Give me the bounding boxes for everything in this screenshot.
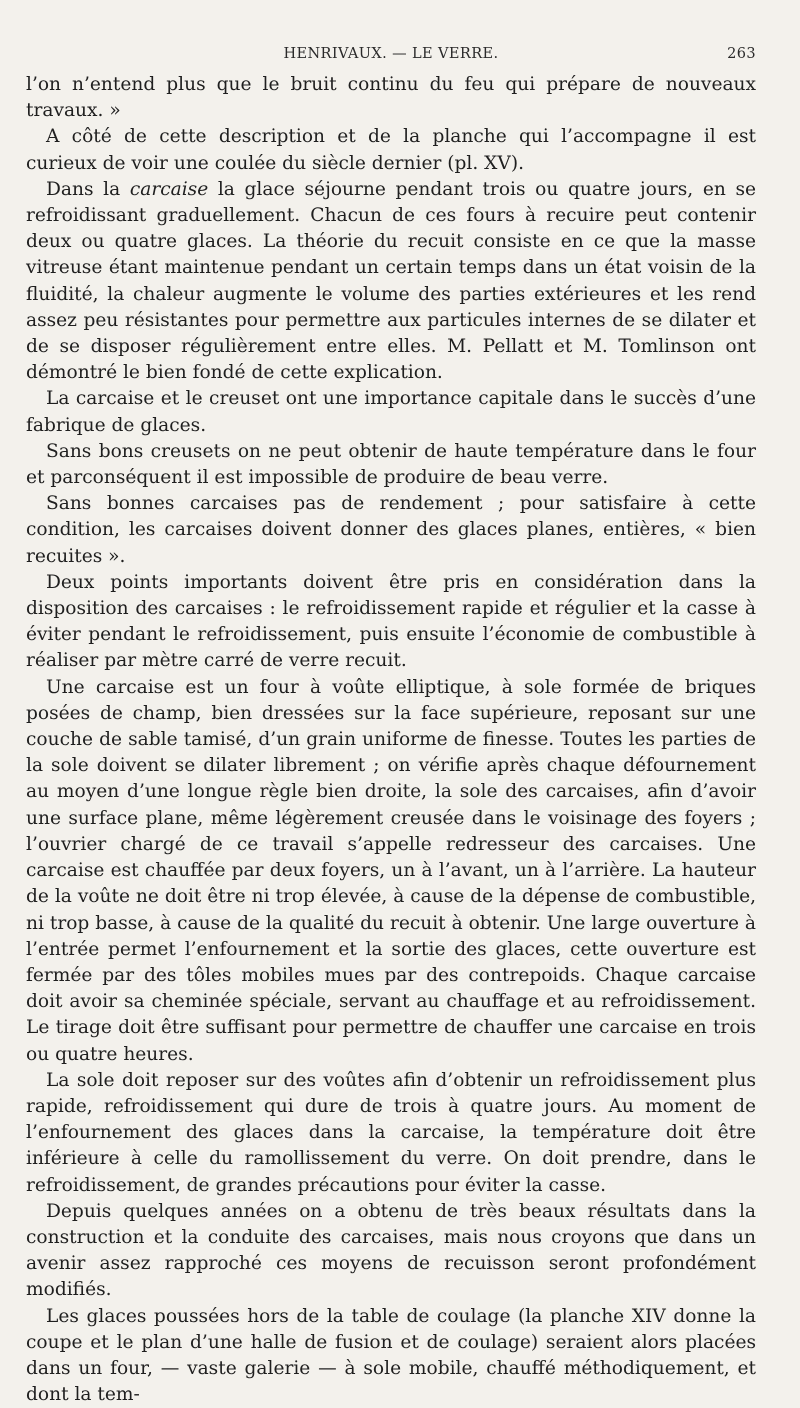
paragraph-carcaises: Sans bonnes carcaises pas de rendement ; pour satisfaire à cette condition, les carcaises doivent donner des glaces planes, entières, « bien recuites ». [26, 493, 756, 567]
paragraph-creusets: Sans bons creusets on ne peut obtenir de haute température dans le four et parconséquent il est impossible de produire de beau verre. [26, 440, 756, 489]
paragraph-sole: La sole doit reposer sur des voûtes afin d’obtenir un refroidissement plus rapide, refroidissement qui dure de trois à quatre jours. Au moment de l’enfournement des glaces dans la carcaise, la température doit être inférieure à celle du ramollissement du verre. On doit prendre, dans le refroidissement, de grandes précautions pour éviter la casse. [26, 1069, 756, 1196]
running-title: HENRIVAUX. — LE VERRE. [283, 46, 499, 62]
paragraph-importance: La carcaise et le creuset ont une importance capitale dans le succès d’une fabrique de glaces. [26, 388, 756, 436]
paragraph-deux-points: Deux points importants doivent être pris en considération dans la disposition des carcaises : le refroidissement rapide et régulier et la casse à éviter pendant le refroidissement, puis ensuite l’économie de combustible à réaliser par mètre carré de verre recuit. [26, 571, 756, 672]
paragraph-continuation: l’on n’entend plus que le bruit continu du feu qui prépare de nouveaux travaux. » [26, 74, 756, 122]
body-text [26, 72, 756, 1408]
italic-term: carcaise [129, 178, 209, 200]
paragraph-resultats: Depuis quelques années on a obtenu de très beaux résultats dans la construction et la conduite des carcaises, mais nous croyons que dans un avenir assez rapproché ces moyens de recuisson seront profondément modifiés. [26, 1200, 756, 1301]
paragraph-text: Dans la [46, 178, 130, 200]
paragraph-coulee: A côté de cette description et de la planche qui l’accompagne il est curieux de voir une coulée du siècle dernier (pl. XV). [26, 126, 756, 174]
paragraph-text: la glace séjourne pendant trois ou quatre jours, en se refroidissant graduellement. Chacun de ces fours à recuire peut contenir deux ou quatre glaces. La théorie du recuit consiste en ce que la masse vitreuse étant maintenue pendant un certain temps dans un état voisin de la fluidité, la chaleur augmente le volume des parties extérieures et les rend assez peu résistantes pour permettre aux particules internes de se dilater et de se disposer régulièrement entre elles. M. Pellatt et M. Tomlinson ont démontré le bien fondé de cette explication. [26, 178, 756, 384]
page-number: 263 [727, 46, 756, 62]
paragraph-four-description: Une carcaise est un four à voûte elliptique, à sole formée de briques posées de champ, bien dressées sur la face supérieure, reposant sur une couche de sable tamisé, d’un grain uniforme de finesse. Toutes les parties de la sole doivent se dilater librement ; on vérifie après chaque défournement au moyen d’une longue règle bien droite, la sole des carcaises, afin d’avoir une surface plane, même légèrement creusée dans le voisinage des foyers ; l’ouvrier chargé de ce travail s’appelle redresseur des carcaises. Une carcaise est chauffée par deux foyers, un à l’avant, un à l’arrière. La hauteur de la voûte ne doit être ni trop élevée, à cause de la dépense de combustible, ni trop basse, à cause de la qualité du recuit à obtenir. Une large ouverture à l’entrée permet l’enfournement et la sortie des glaces, cette ouverture est fermée par des tôles mobiles mues par des contrepoids. Chaque carcaise doit avoir sa cheminée spéciale, servant au chauffage et au refroidissement. Le tirage doit être suffisant pour permettre de chauffer une carcaise en trois ou quatre heures. [26, 676, 756, 1065]
paragraph-glaces-poussees: Les glaces poussées hors de la table de coulage (la planche XIV donne la coupe et le plan d’une halle de fusion et de coulage) seraient alors placées dans un four, — vaste galerie — à sole mobile, chauffé méthodiquement, et dont la tem- [26, 1305, 756, 1406]
running-header [26, 46, 756, 70]
paragraph-recuit-theory [26, 177, 756, 387]
